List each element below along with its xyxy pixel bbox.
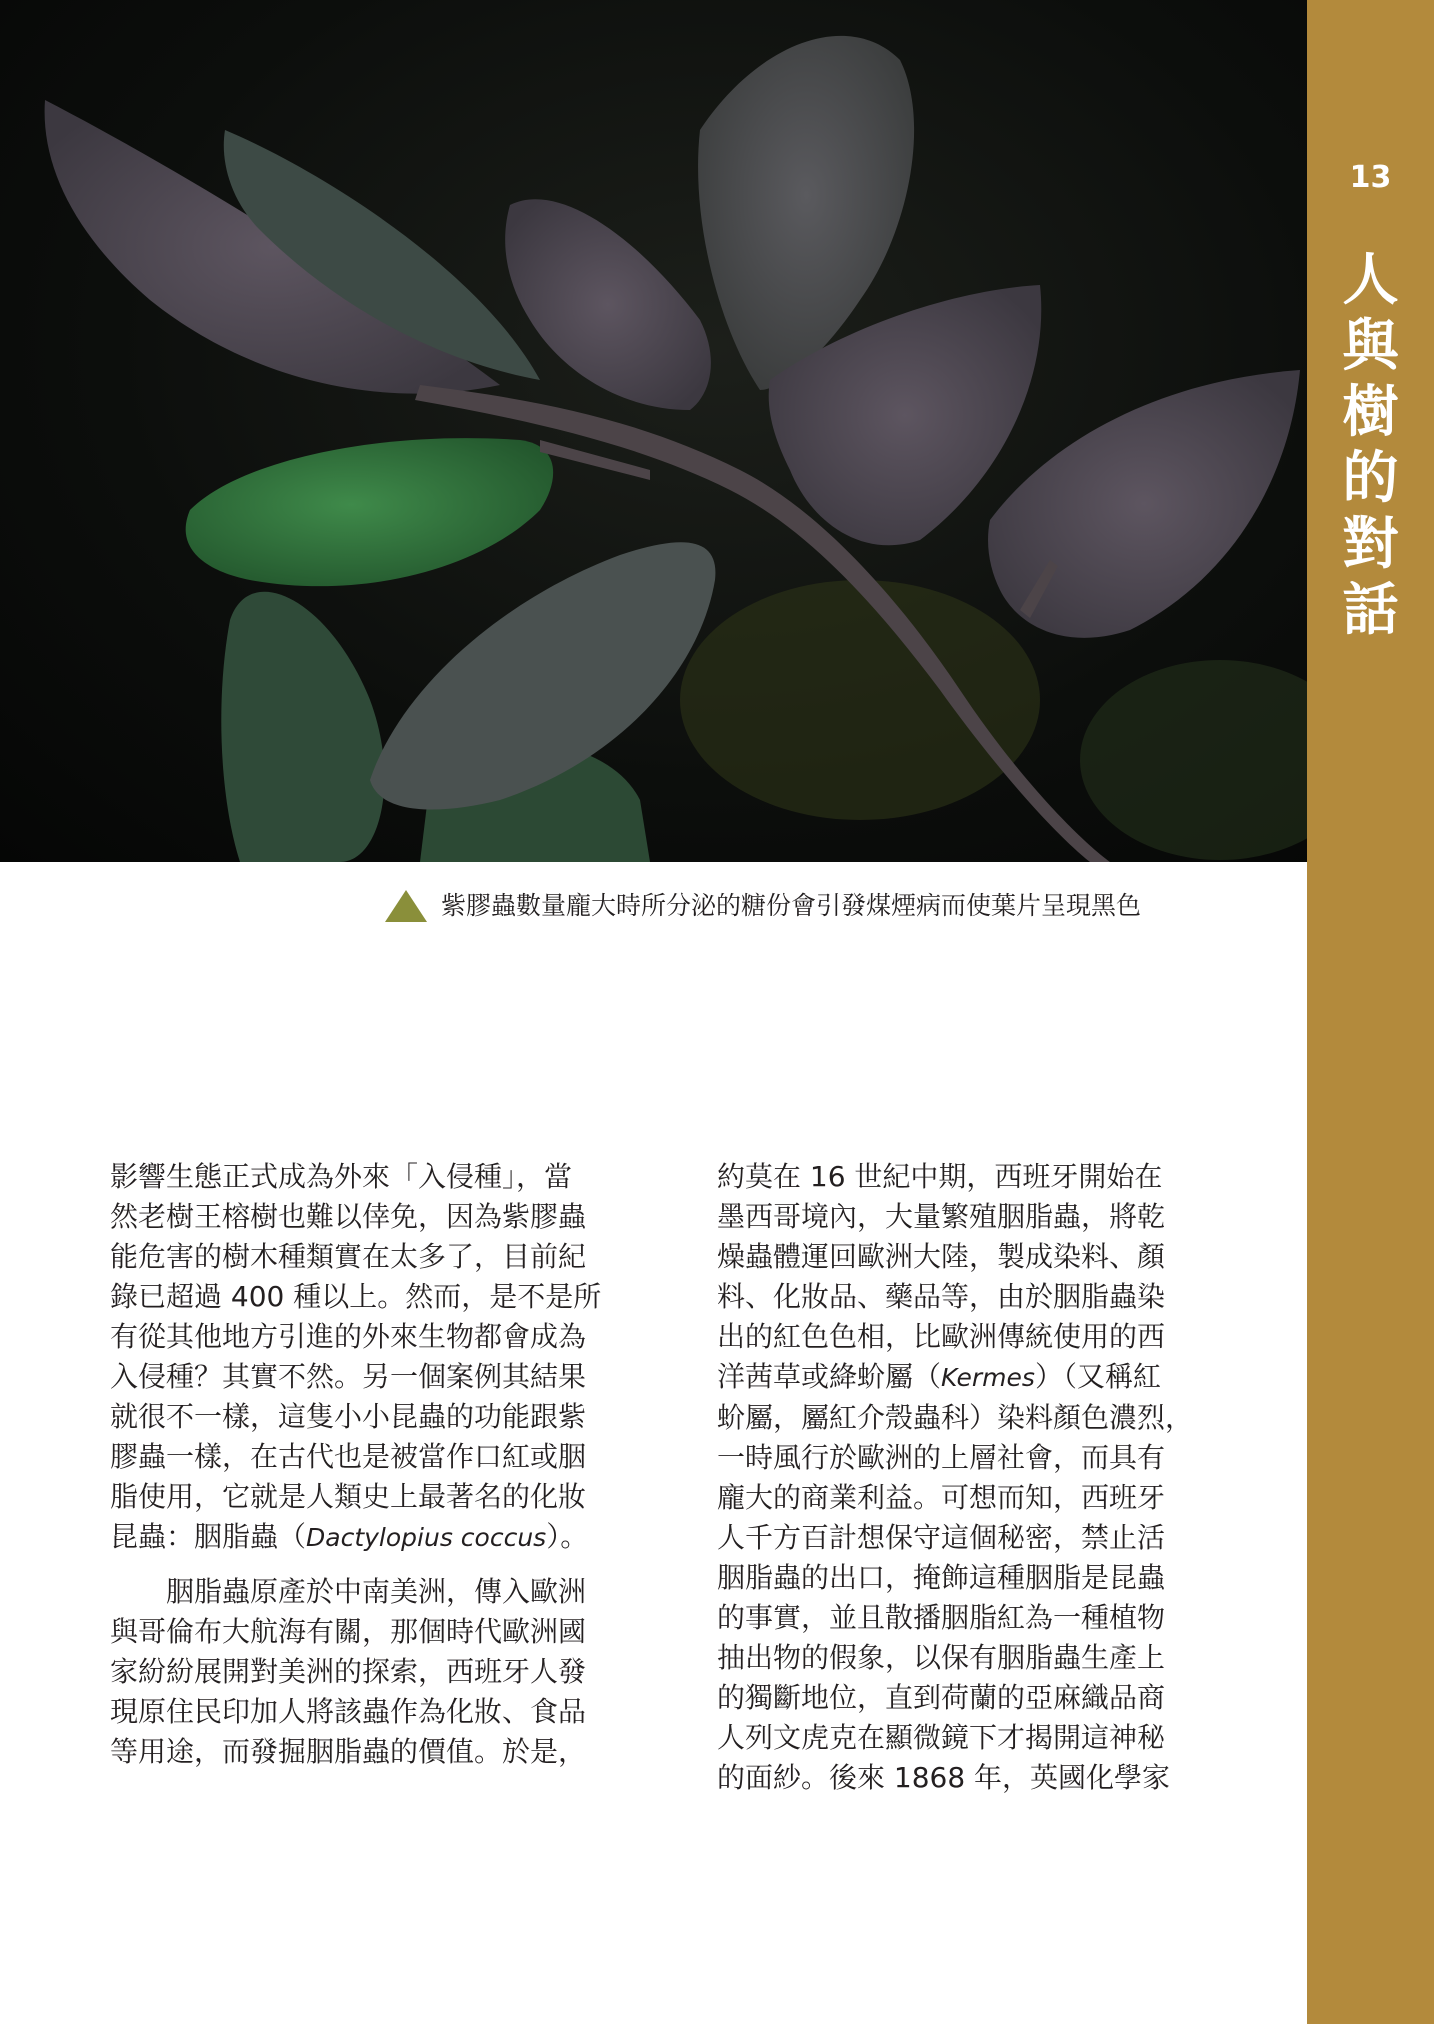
paragraph-text: ）（又稱紅 蚧屬，屬紅介殼蟲科）染料顏色濃烈， 一時風行於歐洲的上層社會，而具有 龐大的商業利益。可想而知，西班牙 人千方百計想保守這個秘密，禁止活 胭脂蟲的出口，掩飾這種胭脂是昆蟲 的事實，並且散播胭脂紅為一種植物 抽出物的假象，以保有胭脂蟲生產上 的獨斷地位，直到荷蘭的亞麻織品商 人列文虎克在顯微鏡下才揭開這神秘 的面紗。後來 1868 年，英國化學家	[717, 1360, 1194, 1794]
chapter-title	[1307, 248, 1434, 644]
species-name: Dactylopius coccus	[306, 1523, 547, 1552]
title-char: 對	[1342, 512, 1399, 577]
paragraph-text: ）。	[546, 1520, 589, 1553]
photo-caption	[385, 884, 1285, 928]
leaf-photo-illustration	[0, 0, 1307, 862]
title-char: 與	[1342, 314, 1399, 379]
caption-text: 紫膠蟲數量龐大時所分泌的糖份會引發煤煙病而使葉片呈現黑色	[441, 891, 1142, 920]
genus-name: Kermes	[941, 1363, 1035, 1392]
right-column	[717, 1157, 1245, 1798]
title-char: 人	[1342, 248, 1399, 313]
page-number: 13	[1349, 160, 1392, 195]
title-char: 話	[1342, 578, 1399, 643]
leaf-photo	[0, 0, 1307, 862]
paragraph	[717, 1157, 1245, 1798]
left-column	[110, 1157, 638, 1772]
triangle-icon	[385, 890, 427, 922]
title-char: 樹	[1342, 380, 1399, 445]
paragraph: 胭脂蟲原產於中南美洲，傳入歐洲 與哥倫布大航海有關，那個時代歐洲國 家紛紛展開對美洲的探索，西班牙人發 現原住民印加人將該蟲作為化妝、食品 等用途，而發掘胭脂蟲的價值。於是，	[110, 1575, 587, 1768]
paragraph-text: 影響生態正式成為外來「入侵種」，當 然老樹王榕樹也難以倖免，因為紫膠蟲 能危害的樹木種類實在太多了，目前紀 錄已超過 400 種以上。然而，是不是所 有從其他地方引進的外來生物都會成為 入侵種？其實不然。另一個案例其結果 就很不一樣，這隻小小昆蟲的功能跟紫 膠蟲一樣，在古代也是被當作口紅或胭 脂使用，它就是人類史上最著名的化妝 昆蟲：胭脂蟲（	[110, 1160, 602, 1553]
title-char: 的	[1342, 446, 1399, 511]
paragraph-text: 約莫在 16 世紀中期，西班牙開始在 墨西哥境內，大量繁殖胭脂蟲，將乾 燥蟲體運回歐洲大陸，製成染料、顏 料、化妝品、藥品等，由於胭脂蟲染 出的紅色色相，比歐洲傳統使用的西 洋茜草或絳蚧屬（	[717, 1160, 1166, 1393]
paragraph	[110, 1157, 638, 1558]
